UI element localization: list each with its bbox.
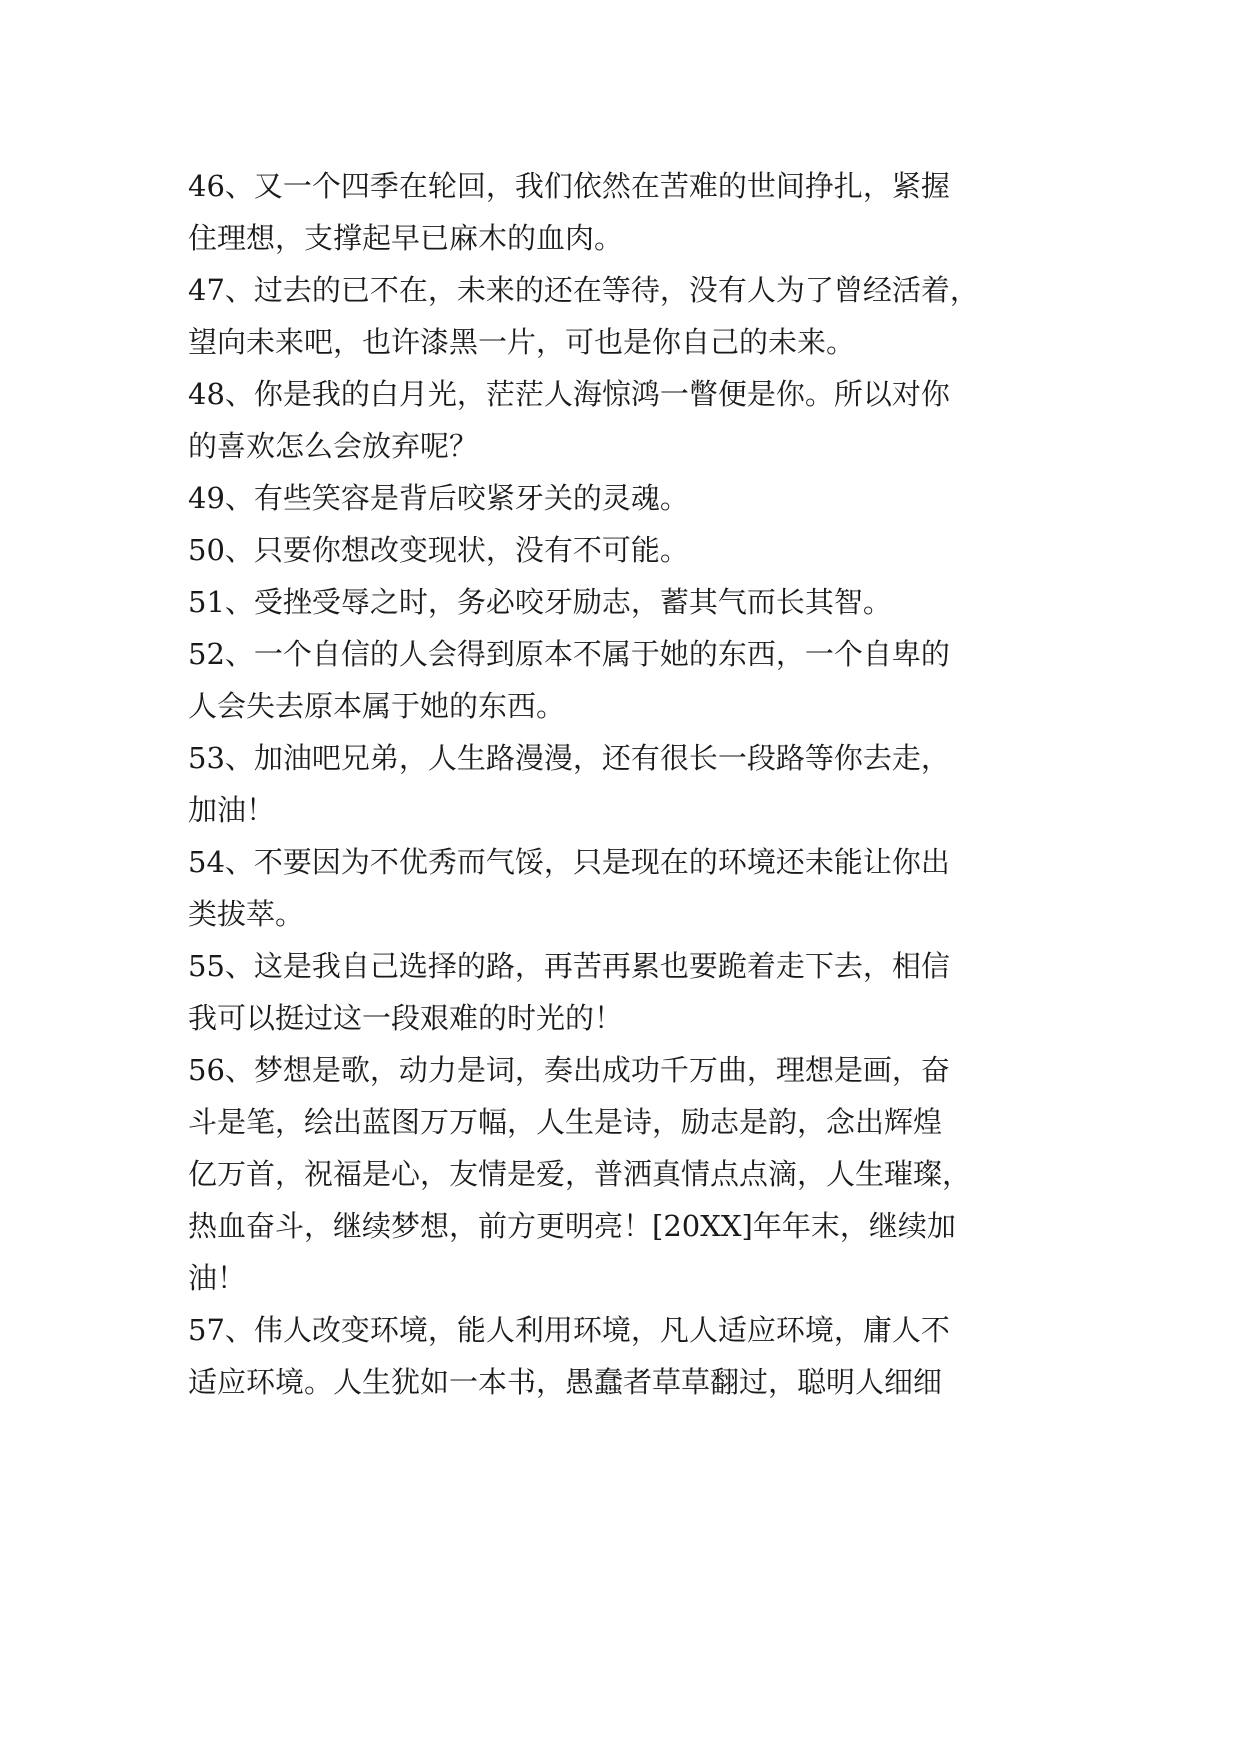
text-line: 热血奋斗，继续梦想，前方更明亮！[20XX]年年末，继续加 xyxy=(188,1209,956,1243)
text-line: 49、有些笑容是背后咬紧牙关的灵魂。 xyxy=(188,481,689,515)
text-line: 油！ xyxy=(188,1261,247,1295)
text-line: 类拔萃。 xyxy=(188,897,305,931)
text-line: 46、又一个四季在轮回，我们依然在苦难的世间挣扎，紧握 xyxy=(188,169,950,203)
text-line: 47、过去的已不在，未来的还在等待，没有人为了曾经活着， xyxy=(188,273,979,307)
text-line: 人会失去原本属于她的东西。 xyxy=(188,689,566,723)
text-line: 56、梦想是歌，动力是词，奏出成功千万曲，理想是画，奋 xyxy=(188,1053,950,1087)
text-line: 48、你是我的白月光，茫茫人海惊鸿一瞥便是你。所以对你 xyxy=(188,377,950,411)
text-line: 52、一个自信的人会得到原本不属于她的东西，一个自卑的 xyxy=(188,637,950,671)
text-line: 54、不要因为不优秀而气馁，只是现在的环境还未能让你出 xyxy=(188,845,950,879)
text-line: 望向未来吧，也许漆黑一片，可也是你自己的未来。 xyxy=(188,325,856,359)
text-line: 53、加油吧兄弟，人生路漫漫，还有很长一段路等你去走， xyxy=(188,741,950,775)
text-line: 斗是笔，绘出蓝图万万幅，人生是诗，励志是韵，念出辉煌 xyxy=(188,1105,943,1139)
text-line: 亿万首，祝福是心，友情是爱，普洒真情点点滴，人生璀璨， xyxy=(188,1157,972,1191)
text-line: 适应环境。人生犹如一本书，愚蠢者草草翻过，聪明人细细 xyxy=(188,1365,943,1399)
text-line: 50、只要你想改变现状，没有不可能。 xyxy=(188,533,689,567)
text-line: 的喜欢怎么会放弃呢？ xyxy=(188,429,479,463)
text-line: 加油！ xyxy=(188,793,276,827)
text-line: 我可以挺过这一段艰难的时光的！ xyxy=(188,1001,624,1035)
text-line: 55、这是我自己选择的路，再苦再累也要跪着走下去，相信 xyxy=(188,949,950,983)
text-line: 51、受挫受辱之时，务必咬牙励志，蓄其气而长其智。 xyxy=(188,585,892,619)
text-line: 57、伟人改变环境，能人利用环境，凡人适应环境，庸人不 xyxy=(188,1313,950,1347)
text-line: 住理想，支撑起早已麻木的血肉。 xyxy=(188,221,624,255)
